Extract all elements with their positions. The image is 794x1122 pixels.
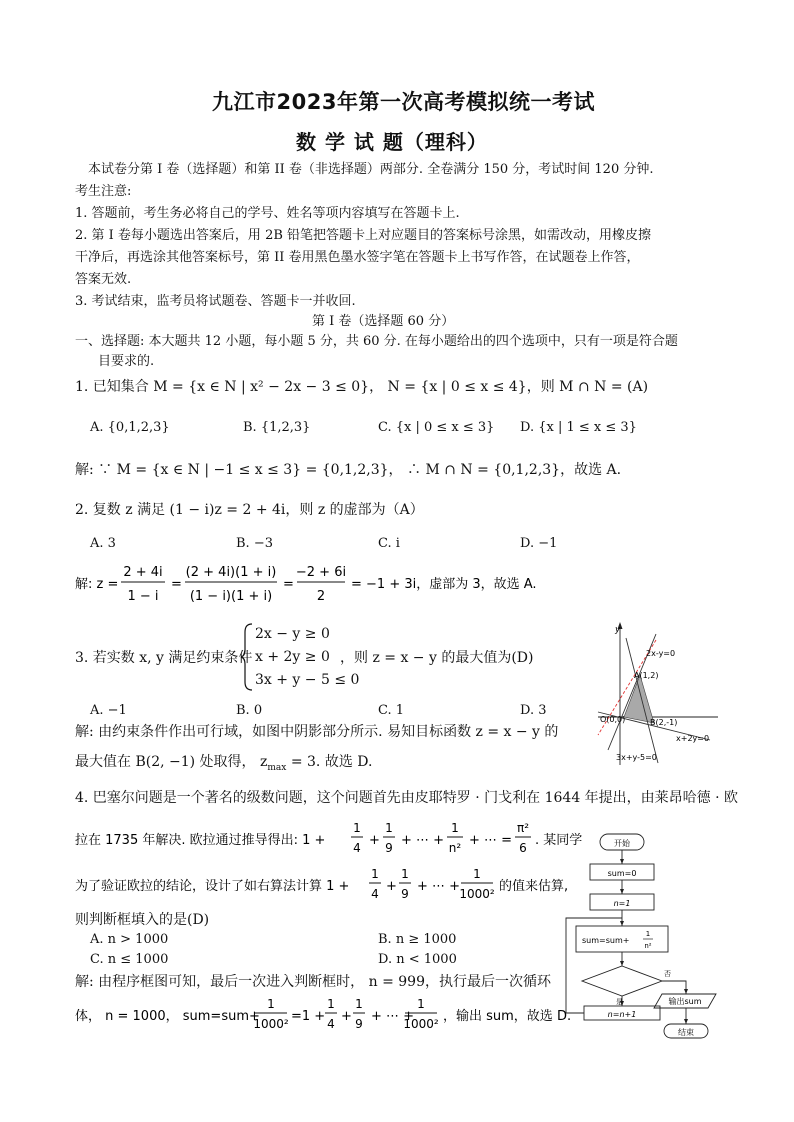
q4-frac-ninth-num-2: 1 (401, 867, 409, 881)
flow-init-sum-label: sum=0 (607, 869, 637, 878)
q4-sol-b-end: ，输出 sum，故选 D. (443, 1009, 572, 1024)
q3-solution-b: 最大值在 B(2, −1) 处取得， $z_{max} = 3$. 故选 D. (75, 754, 373, 773)
q4-sol-frac1-num: 1 (267, 997, 275, 1011)
q1-stem: 1. 已知集合 M = {x ∈ N | x² − 2x − 3 ≤ 0}， N = {x | 0 ≤ x ≤ 4}，则 M ∩ N = (A) (75, 379, 649, 395)
q4-euler-formula-line (75, 814, 583, 866)
q2-sol-suffix: = −1 + 3i，虚部为 3，故选 A. (351, 577, 537, 592)
flow-yes-label: 是 (616, 998, 623, 1006)
q3-solution-a: 解: 由约束条件作出可行域，如图中阴影部分所示. 易知目标函数 z = x − y 的 (75, 724, 559, 740)
flow-update-label: sum=sum+ (582, 936, 630, 945)
flow-output-label: 输出sum (668, 997, 702, 1006)
q3-stem-pre: 3. 若实数 x, y 满足约束条件 (75, 650, 253, 666)
q4-algorithm-line (75, 862, 570, 914)
q4-frac-k-den: 1000² (459, 887, 495, 901)
label-line-2: x+2y=0 (676, 734, 710, 743)
q4-flowchart (562, 826, 722, 1056)
q3-option-c: C. 1 (378, 703, 405, 718)
q3-option-b: B. 0 (236, 703, 263, 718)
q3-stem-post: ，则 z = x − y 的最大值为(D) (340, 650, 534, 666)
q4-frac-n-den: n² (448, 841, 462, 855)
feasible-region (624, 675, 654, 723)
q3-constraint-3: 3x + y − 5 ≤ 0 (255, 672, 360, 688)
label-point-b: B(2,-1) (650, 718, 678, 727)
q4-option-c: C. n ≤ 1000 (90, 952, 169, 967)
q4-frac-quarter-den-2: 4 (371, 887, 379, 901)
q4-frac-ninth-num: 1 (385, 821, 393, 835)
q3-zmax-sub: max (267, 762, 287, 773)
q4-sol-frac2-den: 4 (327, 1017, 335, 1031)
q2-f2-den: (1 − i)(1 + i) (189, 589, 273, 604)
flow-init-n-label: n=1 (613, 899, 631, 908)
q4-sol-frac2-num: 1 (327, 997, 335, 1011)
notice-item-2a: 2. 第 I 卷每小题选出答案后，用 2B 铅笔把答题卡上对应题目的答案标号涂黑，如需改动，用橡皮擦 (75, 228, 652, 243)
q2-f2-num: (2 + 4i)(1 + i) (185, 565, 277, 580)
q4-stem-a: 4. 巴塞尔问题是一个著名的级数问题，这个问题首先由皮耶特罗 · 门戈利在 1644 年提出，由莱昂哈德 · 欧 (75, 790, 739, 806)
q2-f1-den: 1 − i (127, 589, 159, 604)
flow-end-label: 结束 (678, 1028, 694, 1037)
q4-sol-b-pre: 体， n = 1000， sum=sum+ (75, 1009, 260, 1024)
q3-constraint-2: x + 2y ≥ 0 (255, 649, 330, 665)
flow-no-label: 否 (664, 970, 671, 978)
q4-sol-frac1-den: 1000² (253, 1017, 289, 1031)
svg-text:=: = (283, 577, 294, 592)
q3-option-a: A. −1 (90, 703, 127, 718)
y-axis-label: y (615, 625, 621, 635)
q4-stem-d: 则判断框填入的是(D) (75, 912, 210, 928)
q2-f3-num: −2 + 6i (295, 565, 347, 580)
svg-text:+: + (386, 879, 397, 894)
section-heading: 第 I 卷（选择题 60 分） (312, 314, 455, 329)
flow-update-den: n² (644, 942, 652, 950)
notice-item-2c: 答案无效. (75, 272, 132, 287)
q4-stem-b-pre: 拉在 1735 年解决. 欧拉通过推导得出: 1 + (75, 833, 326, 848)
notice-item-2b: 干净后，再选涂其他答案标号，第 II 卷用黑色墨水签字笔在答题卡上书写作答，在试题卷上作答， (75, 250, 640, 265)
q4-option-d: D. n < 1000 (378, 952, 457, 967)
q4-frac-ninth-den: 9 (385, 841, 393, 855)
q4-stem-c-mid: + ⋯ + (417, 879, 461, 894)
section-instructions-a: 一、选择题: 本大题共 12 小题，每小题 5 分，共 60 分. 在每小题给出的四个选项中，只有一项是符合题 (75, 334, 678, 349)
flow-decision-diamond (582, 966, 662, 996)
notice-item-1: 1. 答题前，考生务必将自己的学号、姓名等项内容填写在答题卡上. (75, 206, 460, 221)
q2-f1-num: 2 + 4i (123, 565, 163, 580)
q3-feasible-region-graph (598, 620, 718, 770)
section-instructions-b: 目要求的. (98, 354, 155, 369)
q4-frac-quarter-num: 1 (353, 821, 361, 835)
q2-f3-den: 2 (316, 589, 326, 604)
q3-constraint-brace (240, 622, 254, 692)
q2-option-b: B. −3 (236, 536, 273, 551)
q2-solution-formula (75, 560, 545, 610)
flow-step-label: n=n+1 (607, 1010, 637, 1019)
q1-solution: 解: ∵ M = {x ∈ N | −1 ≤ x ≤ 3} = {0,1,2,3}， ∴ M ∩ N = {0,1,2,3}，故选 A. (75, 462, 622, 478)
q4-sol-frac4-den: 1000² (403, 1017, 439, 1031)
flow-start-label: 开始 (614, 839, 630, 848)
q4-frac-n-num: 1 (451, 821, 459, 835)
q2-sol-prefix: 解: z = (75, 577, 119, 592)
svg-text:+: + (341, 1009, 352, 1024)
notice-label: 考生注意: (75, 184, 132, 199)
q1-option-a: A. {0,1,2,3} (90, 420, 170, 435)
q4-frac-k-num: 1 (473, 867, 481, 881)
q4-frac-pi-den: 6 (519, 841, 527, 855)
q4-stem-b-tail: + ⋯ = (469, 833, 513, 848)
q4-option-a: A. n > 1000 (90, 932, 169, 947)
label-point-a: A(1,2) (634, 671, 659, 680)
intro-line: 本试卷分第 I 卷（选择题）和第 II 卷（非选择题）两部分. 全卷满分 150 分，考试时间 120 分钟. (88, 162, 654, 177)
q4-frac-quarter-num-2: 1 (371, 867, 379, 881)
exam-title: 九江市2023年第一次高考模拟统一考试 (212, 90, 595, 114)
q4-sol-b-mid1: =1 + (291, 1009, 326, 1024)
label-line-3: 3x+y-5=0 (616, 753, 657, 762)
paper-subtitle: 数 学 试 题（理科） (296, 130, 488, 154)
q4-option-b: B. n ≥ 1000 (378, 932, 457, 947)
label-origin: O(0,0) (600, 715, 626, 724)
q4-sol-b-mid2: + ⋯ + (371, 1009, 415, 1024)
q4-sol-frac3-num: 1 (355, 997, 363, 1011)
q4-solution-b (75, 992, 575, 1042)
q4-frac-pi-num: π² (516, 821, 530, 835)
q2-option-d: D. −1 (520, 536, 558, 551)
q4-frac-quarter-den: 4 (353, 841, 361, 855)
q2-stem: 2. 复数 z 满足 (1 − i)z = 2 + 4i，则 z 的虚部为（A） (75, 502, 424, 518)
q3-option-d: D. 3 (520, 703, 547, 718)
q1-option-b: B. {1,2,3} (243, 420, 311, 435)
notice-item-3: 3. 考试结束，监考员将试题卷、答题卡一并收回. (75, 294, 356, 309)
q1-option-c: C. {x | 0 ≤ x ≤ 3} (378, 420, 495, 435)
q2-option-c: C. i (378, 536, 400, 551)
q4-solution-a: 解: 由程序框图可知，最后一次进入判断框时， n = 999，执行最后一次循环 (75, 974, 551, 990)
q4-frac-ninth-den-2: 9 (401, 887, 409, 901)
svg-text:=: = (171, 577, 182, 592)
q4-stem-c-end: 的值来估算, (499, 879, 569, 894)
flow-update-num: 1 (645, 930, 651, 938)
q2-option-a: A. 3 (90, 536, 116, 551)
q1-option-d: D. {x | 1 ≤ x ≤ 3} (520, 420, 637, 435)
q4-sol-frac3-den: 9 (355, 1017, 363, 1031)
q4-stem-b-end: . 某同学 (535, 833, 583, 848)
svg-text:+: + (369, 833, 380, 848)
q4-stem-b-mid: + ⋯ + (401, 833, 445, 848)
label-line-1: 2x-y=0 (646, 649, 676, 658)
q3-constraint-1: 2x − y ≥ 0 (255, 626, 330, 642)
q4-stem-c-pre: 为了验证欧拉的结论，设计了如右算法计算 1 + (75, 879, 350, 894)
q4-sol-frac4-num: 1 (417, 997, 425, 1011)
